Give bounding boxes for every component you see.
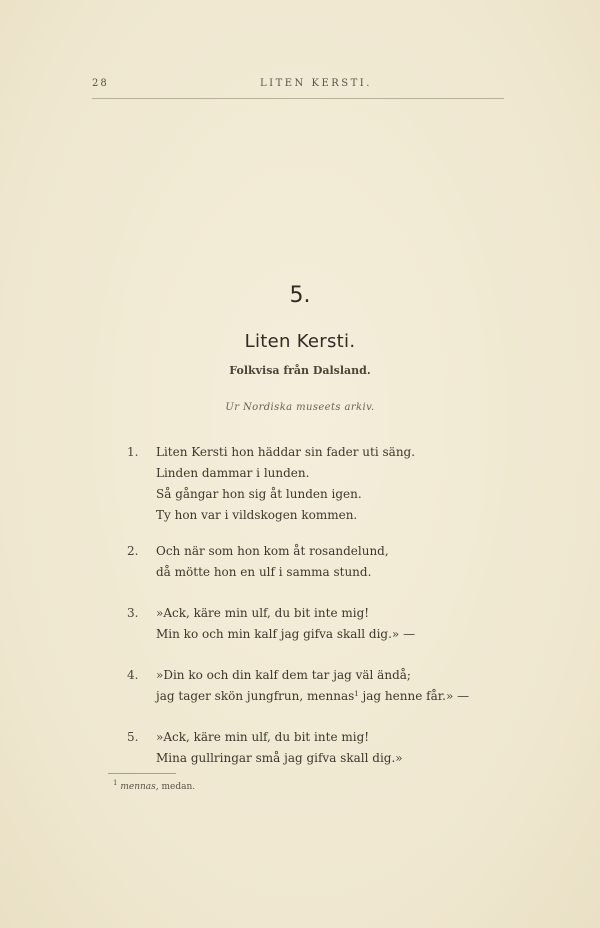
song-title: Liten Kersti. — [244, 331, 356, 352]
song-source: Ur Nordiska museets arkiv. — [225, 402, 375, 413]
stanza-number: 4. — [127, 668, 139, 682]
verse-line: Så gångar hon sig åt lunden igen. — [156, 487, 362, 501]
stanza-number: 2. — [127, 544, 139, 558]
verse-line: Och när som hon kom åt rosandelund, — [156, 544, 389, 558]
verse-line: Linden dammar i lunden. — [156, 466, 310, 480]
footnote-term: mennas, — [120, 782, 159, 792]
footnote-gloss: medan. — [158, 782, 196, 792]
stanza-number: 3. — [127, 606, 139, 620]
verse-text: jag henne får.» — — [358, 689, 470, 703]
song-number: 5. — [289, 283, 311, 308]
verse-line: då mötte hon en ulf i samma stund. — [156, 565, 372, 579]
footnote-number: 1 — [113, 779, 118, 787]
footnote-marker: 1 — [354, 690, 359, 698]
stanza-number: 5. — [127, 730, 139, 744]
header-rule — [92, 98, 504, 99]
page-number: 28 — [92, 78, 109, 89]
verse-line: »Ack, käre min ulf, du bit inte mig! — [156, 730, 370, 744]
song-subtitle: Folkvisa från Dalsland. — [229, 364, 371, 377]
running-head — [92, 78, 504, 94]
verse-line: »Din ko och din kalf dem tar jag väl ändå; — [156, 668, 411, 682]
running-title: LITEN KERSTI. — [260, 78, 372, 89]
verse-line: »Ack, käre min ulf, du bit inte mig! — [156, 606, 370, 620]
verse-line: Mina gullringar små jag gifva skall dig.» — [156, 751, 403, 765]
verse-text: jag tager skön jungfrun, mennas — [156, 689, 355, 703]
verse-line — [156, 689, 469, 703]
stanza-number: 1. — [127, 445, 139, 459]
verse-line: Liten Kersti hon häddar sin fader uti säng. — [156, 445, 416, 459]
footnote — [113, 779, 196, 792]
footnote-rule — [108, 773, 176, 774]
verse-line: Ty hon var i vildskogen kommen. — [156, 508, 358, 522]
verse-line: Min ko och min kalf jag gifva skall dig.» — — [156, 627, 416, 641]
